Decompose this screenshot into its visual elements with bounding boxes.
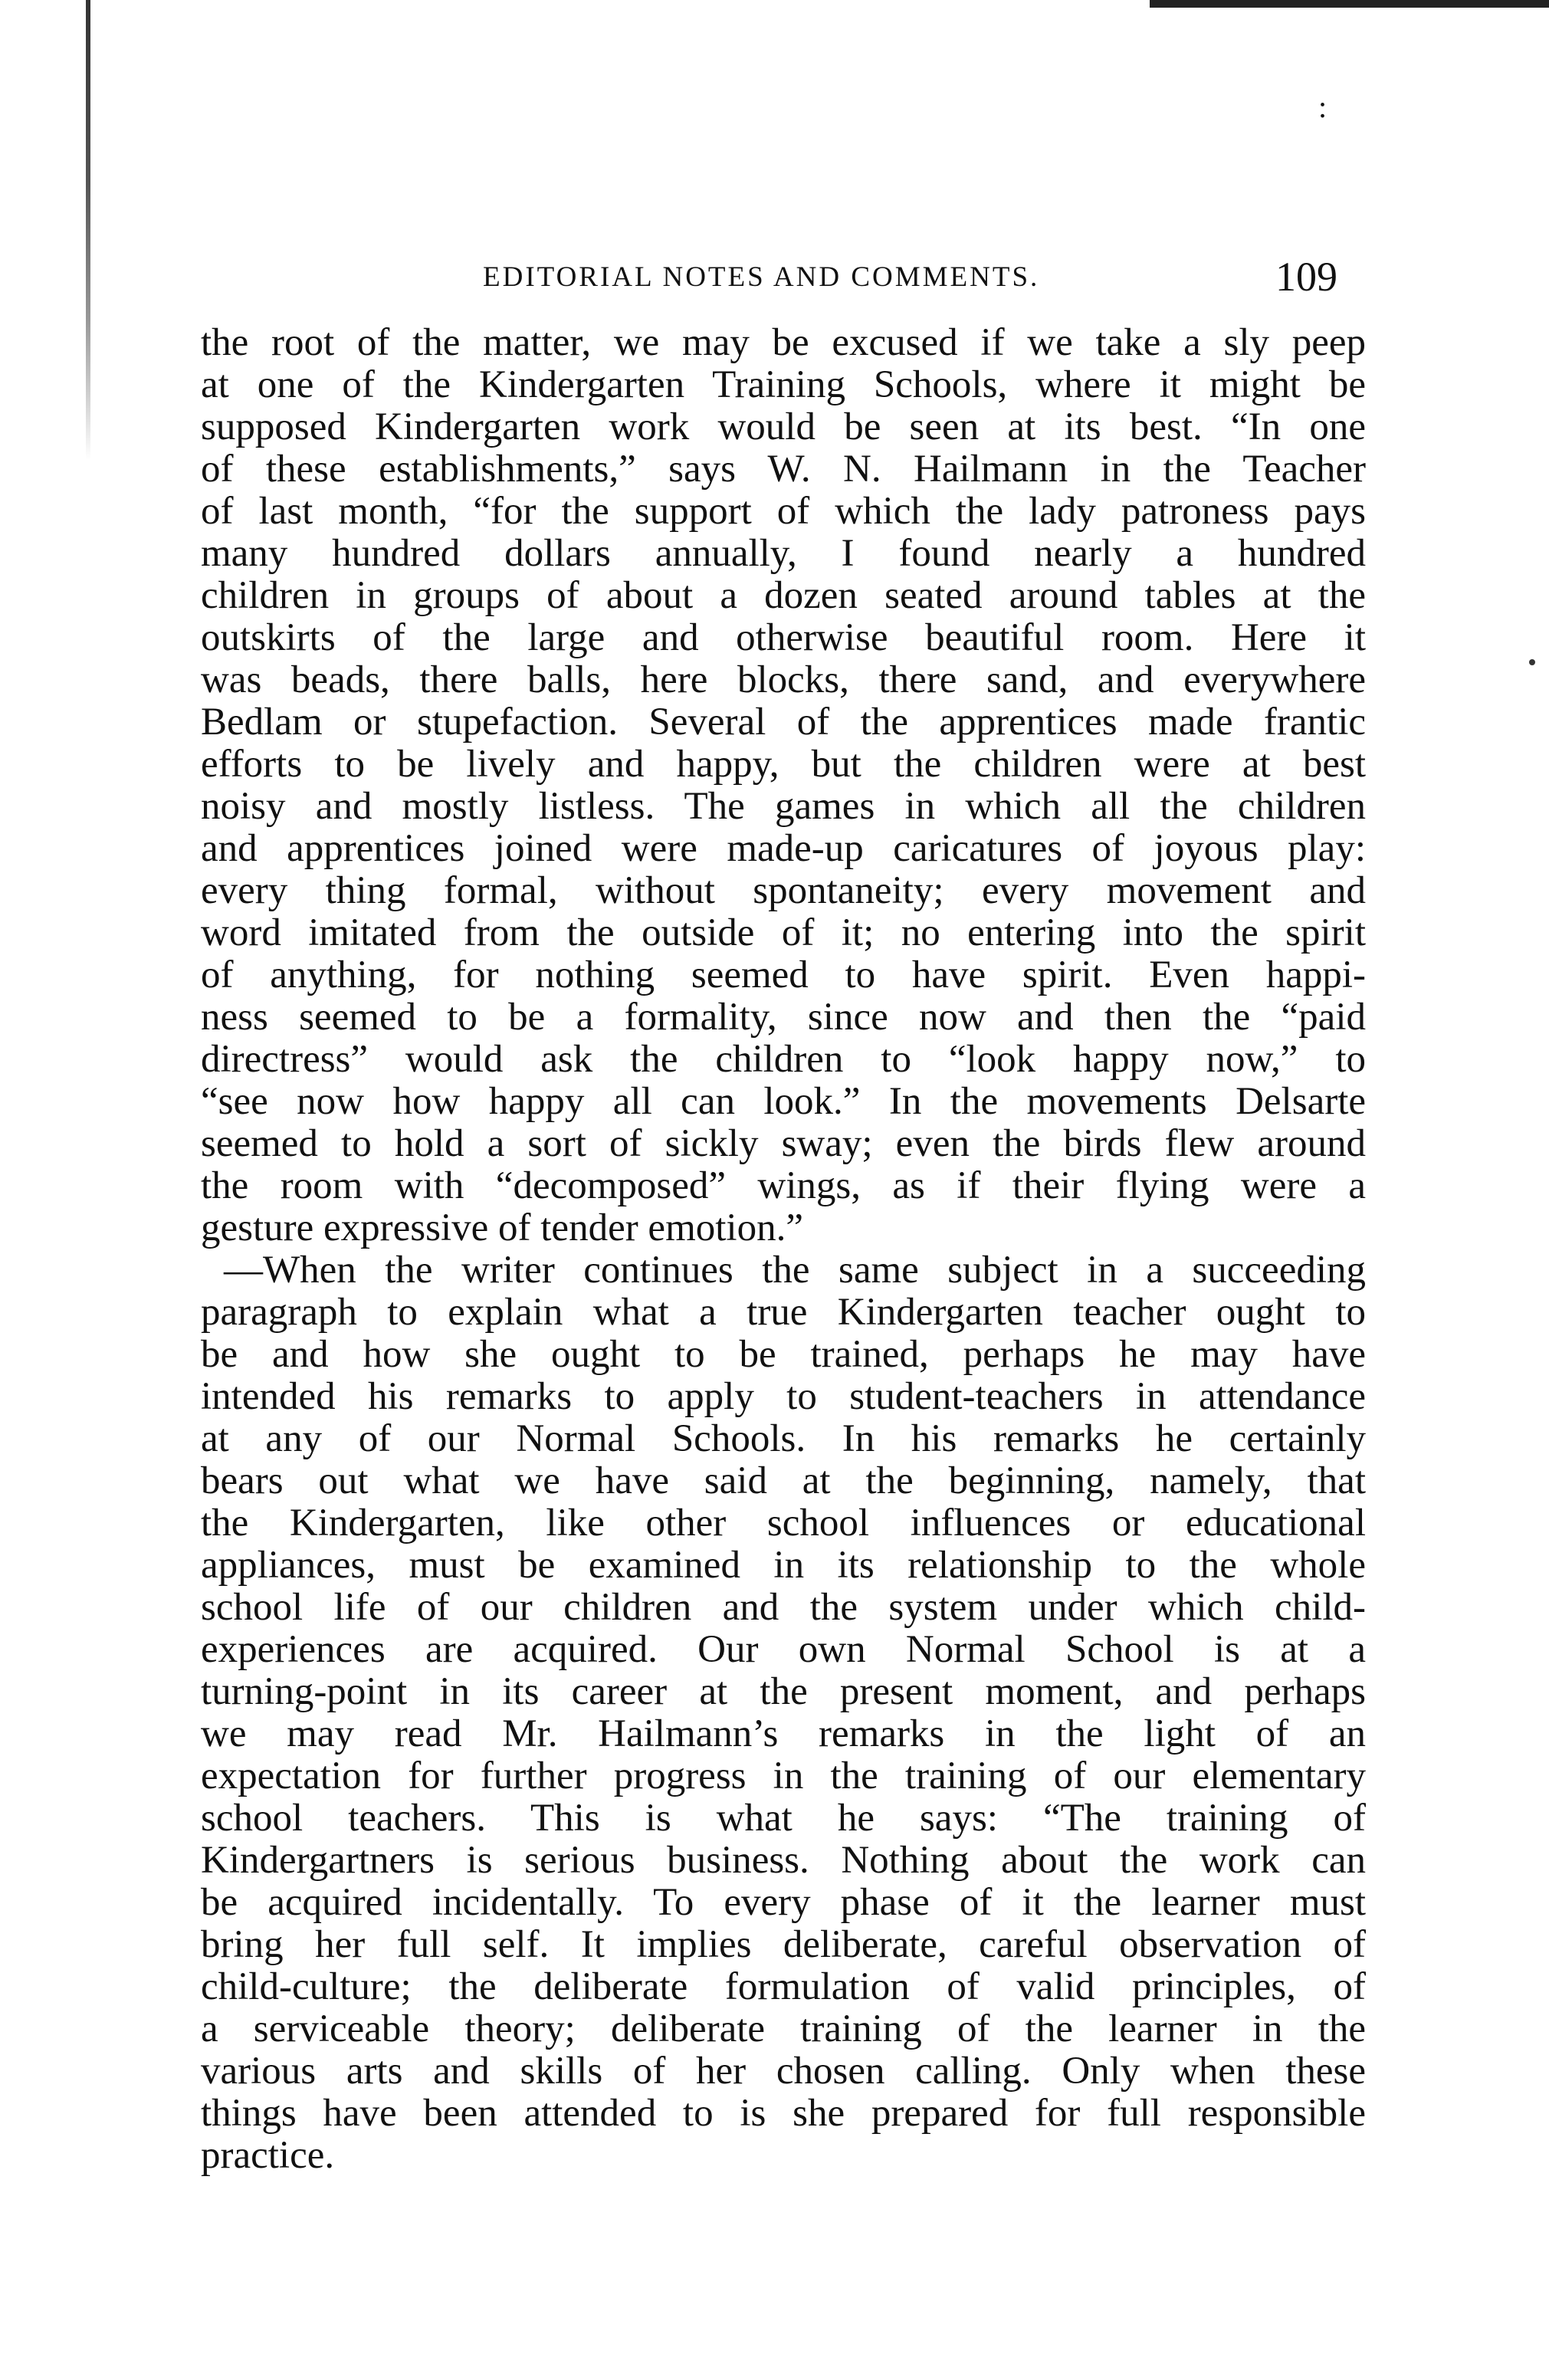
text-line: the Kindergarten, like other school influences or educational [201, 1502, 1366, 1545]
text-line: word imitated from the outside of it; no entering into the spirit [201, 911, 1366, 954]
text-line: every thing formal, without spontaneity; every movement and [201, 869, 1366, 912]
text-line: turning-point in its career at the present moment, and perhaps [201, 1670, 1366, 1713]
text-line: Bedlam or stupefaction. Several of the apprentices made frantic [201, 701, 1366, 744]
text-line: be acquired incidentally. To every phase of it the learner must [201, 1881, 1366, 1924]
text-line: of these establishments,” says W. N. Hailmann in the Teacher [201, 448, 1366, 491]
top-edge-rule [1150, 0, 1549, 8]
text-line: outskirts of the large and otherwise beautiful room. Here it [201, 616, 1366, 659]
text-line: a serviceable theory; deliberate training of the learner in the [201, 2007, 1366, 2050]
text-line: of last month, “for the support of which the lady patroness pays [201, 490, 1366, 533]
text-line: various arts and skills of her chosen calling. Only when these [201, 2050, 1366, 2093]
text-line: —When the writer continues the same subject in a succeeding [224, 1249, 1366, 1292]
text-line: school teachers. This is what he says: “The training of [201, 1797, 1366, 1840]
text-line: practice. [201, 2134, 335, 2177]
text-line: supposed Kindergarten work would be seen at its best. “In one [201, 405, 1366, 448]
corner-mark: : [1318, 90, 1327, 124]
text-line: expectation for further progress in the training of our elementary [201, 1755, 1366, 1797]
text-line: and apprentices joined were made-up caricatures of joyous play: [201, 827, 1366, 870]
text-line: the root of the matter, we may be excused if we take a sly peep [201, 321, 1366, 364]
text-line: we may read Mr. Hailmann’s remarks in the light of an [201, 1712, 1366, 1755]
text-line: school life of our children and the system under which child- [201, 1586, 1366, 1629]
text-line: the room with “decomposed” wings, as if their flying were a [201, 1164, 1366, 1207]
text-line: directress” would ask the children to “look happy now,” to [201, 1038, 1366, 1081]
text-line: appliances, must be examined in its relationship to the whole [201, 1544, 1366, 1587]
text-line: seemed to hold a sort of sickly sway; even the birds flew around [201, 1122, 1366, 1165]
text-line: child-culture; the deliberate formulation of valid principles, of [201, 1965, 1366, 2008]
text-line: gesture expressive of tender emotion.” [201, 1206, 803, 1249]
text-line: things have been attended to is she prepared for full responsible [201, 2092, 1366, 2135]
text-line: noisy and mostly listless. The games in which all the children [201, 785, 1366, 828]
body-text [201, 322, 1366, 2177]
text-line: bears out what we have said at the beginning, namely, that [201, 1459, 1366, 1502]
text-line: children in groups of about a dozen seated around tables at the [201, 574, 1366, 617]
text-line: experiences are acquired. Our own Normal School is at a [201, 1628, 1366, 1671]
text-line: was beads, there balls, here blocks, there sand, and everywhere [201, 658, 1366, 701]
text-line: at one of the Kindergarten Training Schools, where it might be [201, 363, 1366, 406]
text-line: intended his remarks to apply to student-teachers in attendance [201, 1375, 1366, 1418]
text-line: ness seemed to be a formality, since now and then the “paid [201, 996, 1366, 1039]
margin-speck [1529, 659, 1535, 665]
text-line: be and how she ought to be trained, perhaps he may have [201, 1333, 1366, 1376]
text-line: at any of our Normal Schools. In his remarks he certainly [201, 1417, 1366, 1460]
running-head [203, 254, 1345, 308]
text-line: paragraph to explain what a true Kindergarten teacher ought to [201, 1291, 1366, 1334]
text-line: of anything, for nothing seemed to have spirit. Even happi- [201, 954, 1366, 996]
text-line: “see now how happy all can look.” In the movements Delsarte [201, 1080, 1366, 1123]
text-line: bring her full self. It implies deliberate, careful observation of [201, 1923, 1366, 1966]
binding-edge-shadow [86, 0, 90, 460]
text-line: Kindergartners is serious business. Nothing about the work can [201, 1839, 1366, 1882]
text-line: many hundred dollars annually, I found nearly a hundred [201, 532, 1366, 575]
running-title: EDITORIAL NOTES AND COMMENTS. [483, 261, 1040, 293]
page-number: 109 [1275, 254, 1337, 300]
text-line: efforts to be lively and happy, but the children were at best [201, 743, 1366, 786]
